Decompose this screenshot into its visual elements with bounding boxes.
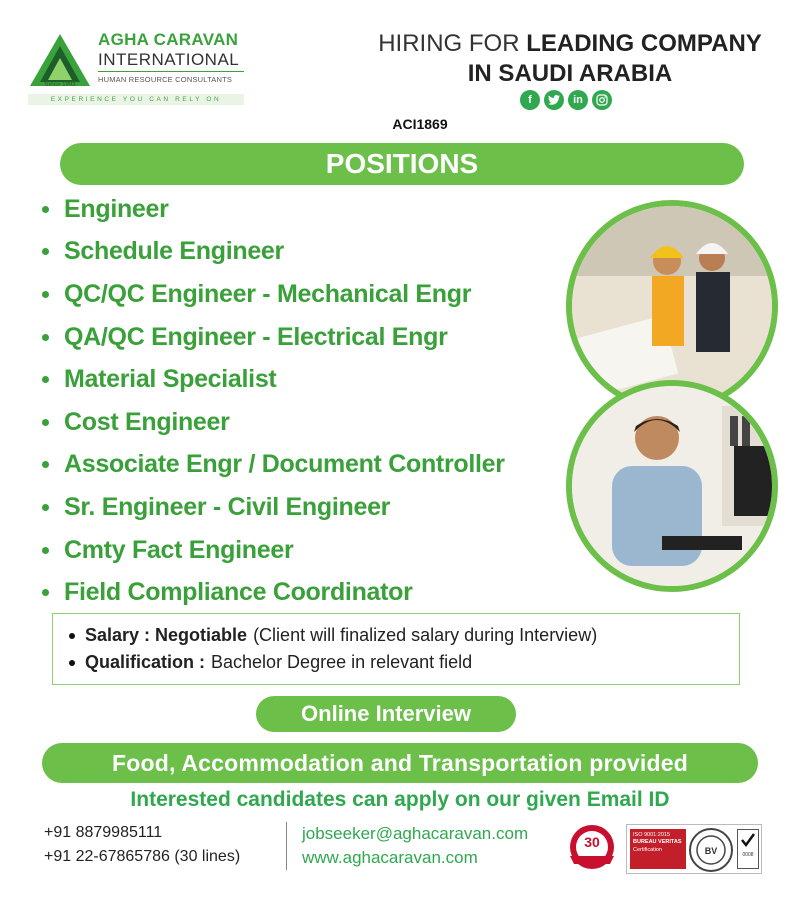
bullet-icon — [69, 660, 75, 666]
hiring-company: LEADING COMPANY — [526, 30, 762, 57]
positions-banner: POSITIONS — [60, 143, 744, 185]
benefits-banner: Food, Accommodation and Transportation provided — [42, 743, 758, 783]
list-item: QA/QC Engineer - Electrical Engr — [40, 316, 580, 359]
list-item: Schedule Engineer — [40, 231, 580, 274]
bullet-icon — [42, 206, 49, 213]
logo-name-line2: INTERNATIONAL — [98, 50, 240, 69]
qualification-value: Bachelor Degree in relevant field — [211, 652, 473, 672]
hiring-location: IN SAUDI ARABIA — [467, 60, 673, 87]
anniversary-badge — [564, 822, 620, 872]
logo-name-line1: AGHA CARAVAN — [98, 30, 239, 49]
list-item: Sr. Engineer - Civil Engineer — [40, 486, 580, 529]
list-item: Associate Engr / Document Controller — [40, 444, 580, 487]
bullet-icon — [42, 547, 49, 554]
logo-since: Since 1993 — [44, 82, 76, 88]
hiring-headline — [350, 30, 790, 58]
list-item: QC/QC Engineer - Mechanical Engr — [40, 273, 580, 316]
twitter-icon[interactable] — [544, 90, 564, 110]
website-link[interactable]: www.aghacaravan.com — [302, 848, 478, 867]
list-item: Field Compliance Coordinator — [40, 571, 580, 614]
job-details-box — [52, 613, 740, 685]
apply-instruction: Interested candidates can apply on our given Email ID — [130, 788, 670, 811]
email-link[interactable]: jobseeker@aghacaravan.com — [302, 824, 529, 843]
logo-divider — [98, 71, 244, 72]
logo-subtitle: HUMAN RESOURCE CONSULTANTS — [98, 75, 233, 84]
bullet-icon — [42, 461, 49, 468]
online-interview-banner: Online Interview — [256, 696, 516, 732]
qualification-label: Qualification : — [85, 652, 206, 672]
bullet-icon — [42, 248, 49, 255]
qualification-row — [69, 649, 723, 676]
bullet-icon — [42, 291, 49, 298]
logo-tagline: EXPERIENCE YOU CAN RELY ON — [28, 94, 244, 105]
list-item: Cost Engineer — [40, 401, 580, 444]
linkedin-icon[interactable]: in — [568, 90, 588, 110]
bureau-veritas-seal-icon — [689, 828, 733, 872]
ukas-badge: 0008 — [737, 829, 759, 869]
list-item: Cmty Fact Engineer — [40, 529, 580, 572]
facebook-icon[interactable]: f — [520, 90, 540, 110]
salary-label: Salary : Negotiable — [85, 625, 248, 645]
bullet-icon — [42, 589, 49, 596]
salary-note: (Client will finalized salary during Interview) — [253, 625, 598, 645]
phone-number-1[interactable]: +91 8879985111 — [44, 824, 163, 841]
svg-text:BV: BV — [704, 846, 718, 856]
bureau-veritas-badge: ISO 9001:2015 BUREAU VERITAS Certification — [630, 829, 686, 869]
anniversary-number: 30 — [584, 834, 600, 850]
phone-number-2[interactable]: +91 22-67865786 (30 lines) — [44, 848, 241, 865]
positions-list — [40, 188, 580, 614]
bullet-icon — [42, 376, 49, 383]
instagram-icon[interactable] — [592, 90, 612, 110]
contact-divider — [286, 822, 287, 870]
bullet-icon — [42, 419, 49, 426]
social-links — [520, 90, 612, 110]
list-item: Material Specialist — [40, 358, 580, 401]
company-logo — [28, 28, 248, 108]
office-worker-photo — [566, 380, 778, 592]
reference-code: ACI1869 — [392, 116, 448, 132]
bullet-icon — [42, 504, 49, 511]
logo-triangle-icon — [28, 32, 92, 88]
list-item: Engineer — [40, 188, 580, 231]
bullet-icon — [69, 633, 75, 639]
salary-row — [69, 622, 723, 649]
bullet-icon — [42, 334, 49, 341]
hiring-prefix: HIRING FOR — [378, 30, 520, 57]
certification-badges — [626, 824, 762, 874]
